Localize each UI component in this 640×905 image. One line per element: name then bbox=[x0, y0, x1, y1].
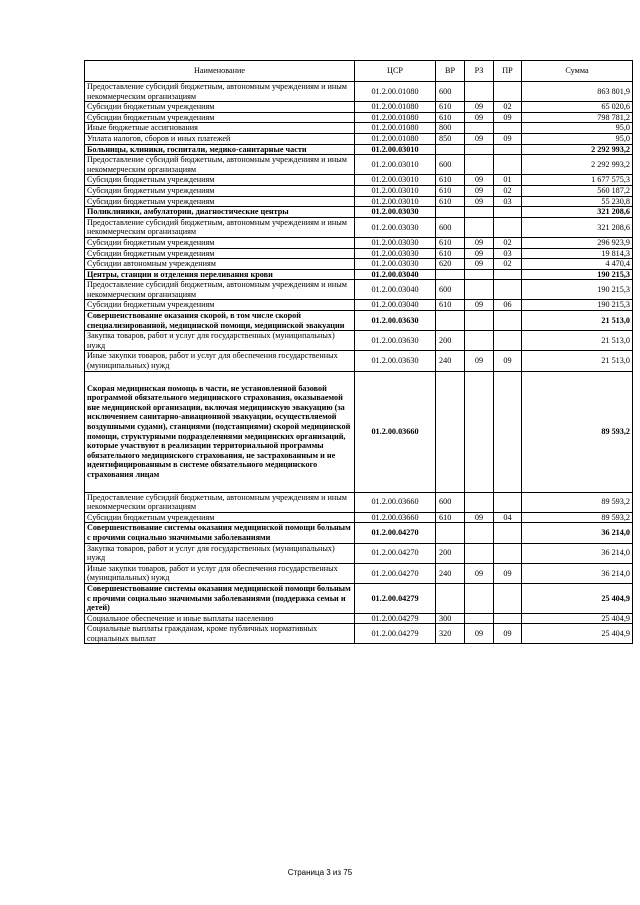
cell-vr: 600 bbox=[436, 280, 465, 300]
cell-name: Предоставление субсидий бюджетным, автономным учреждениям и иным некоммерческим организациям bbox=[85, 280, 355, 300]
cell-rz: 09 bbox=[465, 248, 494, 259]
cell-csr: 01.2.00.04279 bbox=[355, 583, 436, 613]
cell-vr: 610 bbox=[436, 102, 465, 113]
cell-name: Закупка товаров, работ и услуг для государственных (муниципальных) нужд bbox=[85, 543, 355, 563]
cell-name: Предоставление субсидий бюджетным, автономным учреждениям и иным некоммерческим организациям bbox=[85, 155, 355, 175]
header-sum: Сумма bbox=[522, 61, 633, 82]
cell-csr: 01.2.00.03010 bbox=[355, 175, 436, 186]
table-row bbox=[85, 351, 633, 371]
cell-sum: 321 208,6 bbox=[522, 207, 633, 218]
cell-sum: 36 214,0 bbox=[522, 543, 633, 563]
cell-vr: 620 bbox=[436, 259, 465, 270]
cell-rz bbox=[465, 207, 494, 218]
cell-pr bbox=[494, 207, 522, 218]
cell-csr: 01.2.00.03630 bbox=[355, 351, 436, 371]
cell-vr bbox=[436, 269, 465, 280]
cell-vr: 240 bbox=[436, 351, 465, 371]
cell-pr: 06 bbox=[494, 300, 522, 311]
header-rz: РЗ bbox=[465, 61, 494, 82]
table-row bbox=[85, 523, 633, 543]
table-row bbox=[85, 331, 633, 351]
table-row bbox=[85, 371, 633, 492]
cell-sum: 4 470,4 bbox=[522, 259, 633, 270]
cell-csr: 01.2.00.04270 bbox=[355, 523, 436, 543]
cell-pr bbox=[494, 155, 522, 175]
cell-sum: 36 214,0 bbox=[522, 563, 633, 583]
cell-pr: 09 bbox=[494, 133, 522, 144]
cell-rz bbox=[465, 82, 494, 102]
cell-name: Субсидии бюджетным учреждениям bbox=[85, 237, 355, 248]
cell-rz bbox=[465, 371, 494, 492]
cell-sum: 21 513,0 bbox=[522, 331, 633, 351]
cell-rz bbox=[465, 144, 494, 155]
cell-csr: 01.2.00.01080 bbox=[355, 133, 436, 144]
cell-rz bbox=[465, 543, 494, 563]
table-row bbox=[85, 543, 633, 563]
cell-sum: 21 513,0 bbox=[522, 311, 633, 331]
table-row bbox=[85, 492, 633, 512]
cell-rz bbox=[465, 613, 494, 624]
cell-name: Социальные выплаты гражданам, кроме публичных нормативных социальных выплат bbox=[85, 624, 355, 644]
cell-csr: 01.2.00.03630 bbox=[355, 311, 436, 331]
cell-name: Субсидии автономным учреждениям bbox=[85, 259, 355, 270]
cell-rz: 09 bbox=[465, 175, 494, 186]
cell-name: Совершенствование системы оказания медицинской помощи больным с прочими социально значимыми заболеваниями (поддержка семьи и детей) bbox=[85, 583, 355, 613]
table-row bbox=[85, 237, 633, 248]
cell-sum: 2 292 993,2 bbox=[522, 155, 633, 175]
cell-name: Скорая медицинская помощь в части, не установленной базовой программой обязательного медицинского страхования, оказываемой вне медицинской организации, включая медицинскую эвакуацию (за исключением санитарно-авиационной эвакуации, осуществляемой воздушными судами), станциями (подстанциями) скорой медицинской помощи, структурными подразделениями медицинских организаций, которые участвуют в реализации территориальной программы обязательного медицинского страхования, не застрахованным и не идентифицированным в системе обязательного медицинского страхования лицам bbox=[85, 371, 355, 492]
cell-pr bbox=[494, 144, 522, 155]
cell-pr: 02 bbox=[494, 102, 522, 113]
cell-vr: 610 bbox=[436, 112, 465, 123]
cell-rz bbox=[465, 217, 494, 237]
cell-pr: 09 bbox=[494, 624, 522, 644]
cell-sum: 55 230,8 bbox=[522, 196, 633, 207]
cell-sum: 65 020,6 bbox=[522, 102, 633, 113]
header-pr: ПР bbox=[494, 61, 522, 82]
cell-pr bbox=[494, 543, 522, 563]
cell-sum: 21 513,0 bbox=[522, 351, 633, 371]
table-row bbox=[85, 144, 633, 155]
cell-vr: 320 bbox=[436, 624, 465, 644]
cell-csr: 01.2.00.03040 bbox=[355, 280, 436, 300]
cell-sum: 863 801,9 bbox=[522, 82, 633, 102]
cell-name: Иные закупки товаров, работ и услуг для обеспечения государственных (муниципальных) нужд bbox=[85, 351, 355, 371]
cell-vr bbox=[436, 207, 465, 218]
table-row bbox=[85, 185, 633, 196]
cell-vr: 600 bbox=[436, 217, 465, 237]
cell-rz: 09 bbox=[465, 563, 494, 583]
cell-name: Субсидии бюджетным учреждениям bbox=[85, 185, 355, 196]
cell-name: Субсидии бюджетным учреждениям bbox=[85, 300, 355, 311]
table-row bbox=[85, 155, 633, 175]
cell-vr: 610 bbox=[436, 248, 465, 259]
cell-pr: 02 bbox=[494, 259, 522, 270]
cell-name: Уплата налогов, сборов и иных платежей bbox=[85, 133, 355, 144]
cell-vr bbox=[436, 371, 465, 492]
table-row bbox=[85, 311, 633, 331]
cell-name: Поликлиники, амбулатории, диагностические центры bbox=[85, 207, 355, 218]
cell-vr: 240 bbox=[436, 563, 465, 583]
table-row bbox=[85, 613, 633, 624]
cell-pr bbox=[494, 583, 522, 613]
cell-name: Предоставление субсидий бюджетным, автономным учреждениям и иным некоммерческим организациям bbox=[85, 217, 355, 237]
cell-csr: 01.2.00.01080 bbox=[355, 112, 436, 123]
cell-pr: 09 bbox=[494, 351, 522, 371]
cell-name: Субсидии бюджетным учреждениям bbox=[85, 248, 355, 259]
cell-name: Субсидии бюджетным учреждениям bbox=[85, 112, 355, 123]
cell-csr: 01.2.00.03010 bbox=[355, 185, 436, 196]
table-row bbox=[85, 300, 633, 311]
cell-pr bbox=[494, 82, 522, 102]
table-row bbox=[85, 512, 633, 523]
cell-name: Предоставление субсидий бюджетным, автономным учреждениям и иным некоммерческим организациям bbox=[85, 492, 355, 512]
cell-csr: 01.2.00.03030 bbox=[355, 217, 436, 237]
table-row bbox=[85, 123, 633, 134]
header-name: Наименование bbox=[85, 61, 355, 82]
cell-vr: 200 bbox=[436, 331, 465, 351]
cell-pr: 02 bbox=[494, 237, 522, 248]
cell-name: Закупка товаров, работ и услуг для государственных (муниципальных) нужд bbox=[85, 331, 355, 351]
cell-csr: 01.2.00.03030 bbox=[355, 259, 436, 270]
cell-csr: 01.2.00.03030 bbox=[355, 237, 436, 248]
cell-vr bbox=[436, 523, 465, 543]
cell-pr: 03 bbox=[494, 248, 522, 259]
cell-sum: 89 593,2 bbox=[522, 512, 633, 523]
cell-rz: 09 bbox=[465, 185, 494, 196]
cell-rz: 09 bbox=[465, 259, 494, 270]
cell-pr bbox=[494, 331, 522, 351]
cell-rz: 09 bbox=[465, 300, 494, 311]
cell-pr bbox=[494, 280, 522, 300]
cell-rz bbox=[465, 311, 494, 331]
cell-sum: 25 404,9 bbox=[522, 624, 633, 644]
header-csr: ЦСР bbox=[355, 61, 436, 82]
cell-pr bbox=[494, 269, 522, 280]
table-row bbox=[85, 82, 633, 102]
cell-sum: 321 208,6 bbox=[522, 217, 633, 237]
table-row bbox=[85, 259, 633, 270]
cell-csr: 01.2.00.03660 bbox=[355, 371, 436, 492]
cell-sum: 190 215,3 bbox=[522, 269, 633, 280]
cell-vr: 610 bbox=[436, 237, 465, 248]
cell-pr bbox=[494, 613, 522, 624]
table-row bbox=[85, 175, 633, 186]
cell-sum: 25 404,9 bbox=[522, 613, 633, 624]
cell-rz: 09 bbox=[465, 102, 494, 113]
cell-sum: 89 593,2 bbox=[522, 371, 633, 492]
cell-pr: 09 bbox=[494, 112, 522, 123]
table-body bbox=[85, 82, 633, 644]
cell-sum: 560 187,2 bbox=[522, 185, 633, 196]
cell-vr: 610 bbox=[436, 175, 465, 186]
table-row bbox=[85, 280, 633, 300]
cell-vr bbox=[436, 144, 465, 155]
cell-vr: 600 bbox=[436, 82, 465, 102]
cell-pr bbox=[494, 371, 522, 492]
cell-csr: 01.2.00.04279 bbox=[355, 613, 436, 624]
cell-csr: 01.2.00.03010 bbox=[355, 196, 436, 207]
header-vr: ВР bbox=[436, 61, 465, 82]
table-row bbox=[85, 583, 633, 613]
table-row bbox=[85, 102, 633, 113]
cell-rz bbox=[465, 123, 494, 134]
cell-pr: 03 bbox=[494, 196, 522, 207]
cell-name: Иные закупки товаров, работ и услуг для обеспечения государственных (муниципальных) нужд bbox=[85, 563, 355, 583]
cell-csr: 01.2.00.03030 bbox=[355, 207, 436, 218]
cell-name: Совершенствование оказания скорой, в том числе скорой специализированной, медицинской помощи, медицинской эвакуации bbox=[85, 311, 355, 331]
cell-csr: 01.2.00.03010 bbox=[355, 144, 436, 155]
cell-name: Субсидии бюджетным учреждениям bbox=[85, 175, 355, 186]
cell-vr: 600 bbox=[436, 155, 465, 175]
table-header-row bbox=[85, 61, 633, 82]
cell-name: Совершенствование системы оказания медицинской помощи больным с прочими социально значимыми заболеваниями bbox=[85, 523, 355, 543]
cell-csr: 01.2.00.03040 bbox=[355, 300, 436, 311]
table-row bbox=[85, 133, 633, 144]
cell-sum: 2 292 993,2 bbox=[522, 144, 633, 155]
cell-csr: 01.2.00.03630 bbox=[355, 331, 436, 351]
cell-vr: 300 bbox=[436, 613, 465, 624]
cell-sum: 36 214,0 bbox=[522, 523, 633, 543]
cell-name: Больницы, клиники, госпитали, медико-санитарные части bbox=[85, 144, 355, 155]
cell-name: Предоставление субсидий бюджетным, автономным учреждениям и иным некоммерческим организациям bbox=[85, 82, 355, 102]
cell-csr: 01.2.00.03660 bbox=[355, 492, 436, 512]
table-row bbox=[85, 207, 633, 218]
cell-csr: 01.2.00.04270 bbox=[355, 543, 436, 563]
cell-rz bbox=[465, 492, 494, 512]
cell-sum: 296 923,9 bbox=[522, 237, 633, 248]
cell-csr: 01.2.00.01080 bbox=[355, 123, 436, 134]
cell-name: Центры, станции и отделения переливания крови bbox=[85, 269, 355, 280]
cell-sum: 19 814,3 bbox=[522, 248, 633, 259]
cell-vr: 610 bbox=[436, 300, 465, 311]
table-row bbox=[85, 563, 633, 583]
cell-pr: 01 bbox=[494, 175, 522, 186]
cell-name: Социальное обеспечение и иные выплаты населению bbox=[85, 613, 355, 624]
page-number: Страница 3 из 75 bbox=[287, 868, 353, 877]
budget-table bbox=[84, 60, 633, 644]
cell-rz: 09 bbox=[465, 237, 494, 248]
cell-csr: 01.2.00.03040 bbox=[355, 269, 436, 280]
cell-sum: 95,0 bbox=[522, 133, 633, 144]
cell-rz: 09 bbox=[465, 351, 494, 371]
cell-sum: 798 781,2 bbox=[522, 112, 633, 123]
cell-pr: 09 bbox=[494, 563, 522, 583]
cell-name: Субсидии бюджетным учреждениям bbox=[85, 512, 355, 523]
cell-name: Субсидии бюджетным учреждениям bbox=[85, 102, 355, 113]
cell-pr bbox=[494, 217, 522, 237]
cell-csr: 01.2.00.03030 bbox=[355, 248, 436, 259]
cell-name: Субсидии бюджетным учреждениям bbox=[85, 196, 355, 207]
cell-csr: 01.2.00.01080 bbox=[355, 82, 436, 102]
cell-csr: 01.2.00.04279 bbox=[355, 624, 436, 644]
cell-rz bbox=[465, 331, 494, 351]
cell-rz: 09 bbox=[465, 512, 494, 523]
table-row bbox=[85, 624, 633, 644]
cell-pr: 04 bbox=[494, 512, 522, 523]
cell-pr: 02 bbox=[494, 185, 522, 196]
cell-sum: 1 677 575,3 bbox=[522, 175, 633, 186]
cell-sum: 190 215,3 bbox=[522, 280, 633, 300]
cell-pr bbox=[494, 123, 522, 134]
cell-name: Иные бюджетные ассигнования bbox=[85, 123, 355, 134]
cell-rz bbox=[465, 280, 494, 300]
table-row bbox=[85, 269, 633, 280]
cell-vr: 610 bbox=[436, 512, 465, 523]
cell-rz bbox=[465, 523, 494, 543]
table-row bbox=[85, 112, 633, 123]
cell-sum: 190 215,3 bbox=[522, 300, 633, 311]
cell-pr bbox=[494, 311, 522, 331]
cell-sum: 95,0 bbox=[522, 123, 633, 134]
cell-rz: 09 bbox=[465, 624, 494, 644]
table-row bbox=[85, 196, 633, 207]
table-row bbox=[85, 248, 633, 259]
cell-vr: 600 bbox=[436, 492, 465, 512]
cell-rz bbox=[465, 269, 494, 280]
table-row bbox=[85, 217, 633, 237]
cell-rz bbox=[465, 583, 494, 613]
cell-vr: 610 bbox=[436, 196, 465, 207]
cell-rz: 09 bbox=[465, 133, 494, 144]
cell-csr: 01.2.00.01080 bbox=[355, 102, 436, 113]
cell-vr bbox=[436, 583, 465, 613]
cell-csr: 01.2.00.03010 bbox=[355, 155, 436, 175]
cell-rz bbox=[465, 155, 494, 175]
cell-vr: 800 bbox=[436, 123, 465, 134]
cell-vr: 610 bbox=[436, 185, 465, 196]
cell-vr: 200 bbox=[436, 543, 465, 563]
cell-sum: 25 404,9 bbox=[522, 583, 633, 613]
cell-rz: 09 bbox=[465, 112, 494, 123]
cell-csr: 01.2.00.03660 bbox=[355, 512, 436, 523]
cell-rz: 09 bbox=[465, 196, 494, 207]
cell-vr bbox=[436, 311, 465, 331]
cell-csr: 01.2.00.04270 bbox=[355, 563, 436, 583]
cell-vr: 850 bbox=[436, 133, 465, 144]
cell-pr bbox=[494, 492, 522, 512]
cell-sum: 89 593,2 bbox=[522, 492, 633, 512]
cell-pr bbox=[494, 523, 522, 543]
